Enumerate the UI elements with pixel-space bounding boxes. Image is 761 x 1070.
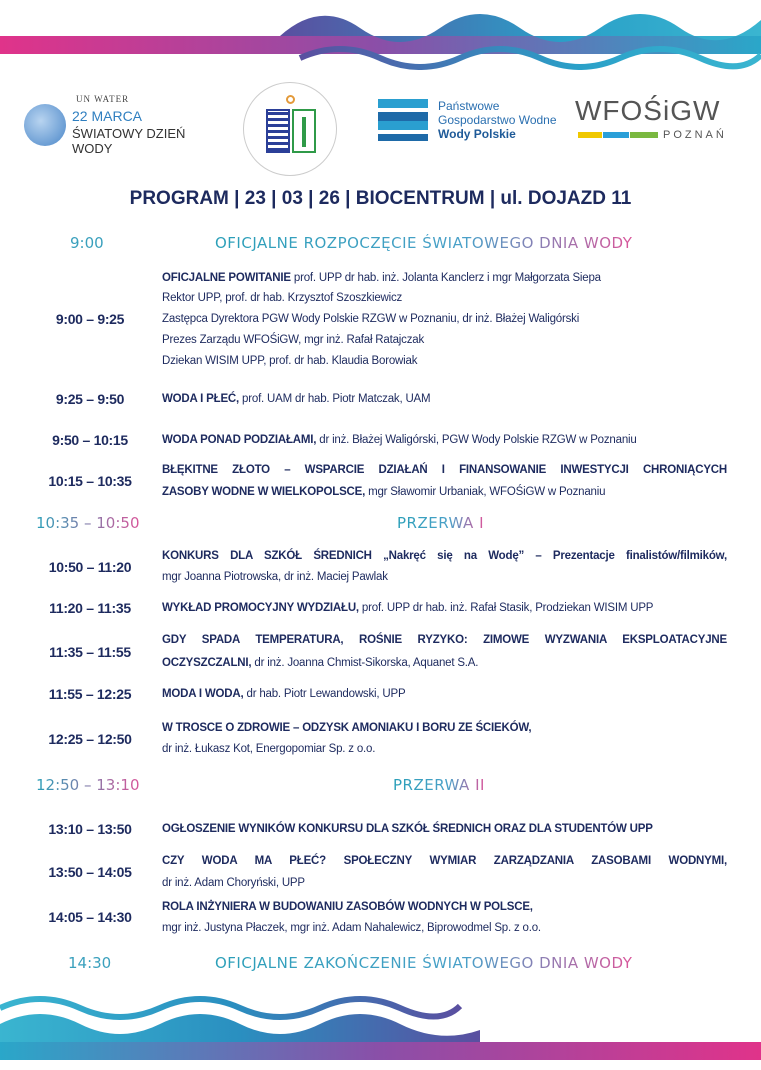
session-time: 13:10 – 13:50 xyxy=(48,821,132,837)
session-time: 9:25 – 9:50 xyxy=(55,391,125,407)
break-label: PRZERWA II xyxy=(393,776,485,794)
session-title: MODA I WODA, xyxy=(162,688,244,700)
session-title: CZY WODA MA PŁEĆ? SPOŁECZNY WYMIAR ZARZĄDZANIA ZASOBAMI WODNYMI, xyxy=(162,855,727,867)
wfosigw-logo xyxy=(575,95,740,145)
session-title: WODA I PŁEĆ, xyxy=(162,393,240,405)
session-line xyxy=(162,634,727,646)
pgw-line2: Gospodarstwo Wodne xyxy=(438,113,557,127)
session-line xyxy=(162,722,531,734)
session-speakers: dr hab. Piotr Lewandowski, UPP xyxy=(243,688,406,700)
session-time: 13:50 – 14:05 xyxy=(48,864,132,880)
session-line xyxy=(162,602,653,614)
session-speakers: prof. UPP dr hab. inż. Jolanta Kanclerz i mgr Małgorzata Siepa xyxy=(290,272,601,284)
session-line xyxy=(162,355,417,367)
pgw-line3: Wody Polskie xyxy=(438,127,516,141)
session-speakers: Rektor UPP, prof. dr hab. Krzysztof Szoszkiewicz xyxy=(162,292,403,304)
top-wave-decoration xyxy=(0,0,761,70)
closing-time: 14:30 xyxy=(68,954,112,972)
break-label: PRZERWA I xyxy=(397,514,484,532)
session-title: OCZYSZCZALNI, xyxy=(162,657,252,669)
unwater-date: 22 MARCA xyxy=(72,108,143,124)
globe-icon xyxy=(24,104,66,146)
session-line xyxy=(162,688,405,700)
session-line xyxy=(162,877,305,889)
session-title: GDY SPADA TEMPERATURA, ROŚNIE RYZYKO: ZIMOWE WYZWANIA EKSPLOATACYJNE xyxy=(162,634,727,646)
bottom-wave-decoration xyxy=(0,990,761,1070)
session-line xyxy=(162,486,605,498)
session-line xyxy=(162,922,541,934)
session-line xyxy=(162,434,637,446)
session-speakers: prof. UAM dr hab. Piotr Matczak, UAM xyxy=(239,393,431,405)
session-time: 10:15 – 10:35 xyxy=(48,473,132,489)
session-speakers: mgr inż. Justyna Płaczek, mgr inż. Adam Nahalewicz, Biprowodmel Sp. z o.o. xyxy=(162,922,541,934)
session-time: 10:50 – 11:20 xyxy=(48,559,132,575)
session-line xyxy=(162,571,388,583)
unwater-brand: UN WATER xyxy=(76,94,130,104)
unwater-logo xyxy=(24,90,224,156)
closing-heading: OFICJALNE ZAKOŃCZENIE ŚWIATOWEGO DNIA WODY xyxy=(215,954,633,972)
session-time: 14:05 – 14:30 xyxy=(48,909,132,925)
session-title: W TROSCE O ZDROWIE – ODZYSK AMONIAKU I BORU ZE ŚCIEKÓW, xyxy=(162,722,532,734)
session-line xyxy=(162,657,478,669)
session-title: WODA PONAD PODZIAŁAMI, xyxy=(162,434,317,446)
session-speakers: dr inż. Adam Choryński, UPP xyxy=(162,877,305,889)
session-line xyxy=(162,334,424,346)
session-speakers: dr inż. Joanna Chmist-Sikorska, Aquanet S.A. xyxy=(251,657,479,669)
session-speakers: mgr Sławomir Urbaniak, WFOŚiGW w Poznaniu xyxy=(365,486,606,498)
pgw-wody-polskie-logo xyxy=(378,97,568,145)
session-title: OFICJALNE POWITANIE xyxy=(162,272,291,284)
session-time: 12:25 – 12:50 xyxy=(48,731,132,747)
session-line xyxy=(162,292,402,304)
session-line xyxy=(162,464,727,476)
break-time: 10:35 – 10:50 xyxy=(36,514,140,532)
session-title: ZASOBY WODNE W WIELKOPOLSCE, xyxy=(162,486,366,498)
session-title: ROLA INŻYNIERA W BUDOWANIU ZASOBÓW WODNYCH W POLSCE, xyxy=(162,901,533,913)
session-line xyxy=(162,272,601,284)
program-title: PROGRAM | 23 | 03 | 26 | BIOCENTRUM | ul. DOJAZD 11 xyxy=(129,188,632,209)
session-time: 11:35 – 11:55 xyxy=(49,644,131,660)
session-line xyxy=(162,550,727,562)
session-speakers: mgr Joanna Piotrowska, dr inż. Maciej Pawlak xyxy=(162,571,388,583)
session-speakers: Zastępca Dyrektora PGW Wody Polskie RZGW w Poznaniu, dr inż. Błażej Waligórski xyxy=(162,313,580,325)
upp-faculty-seal xyxy=(243,82,337,176)
session-speakers: Prezes Zarządu WFOŚiGW, mgr inż. Rafał Ratajczak xyxy=(162,334,424,346)
session-line xyxy=(162,393,430,405)
unwater-event: ŚWIATOWY DZIEŃ WODY xyxy=(72,126,186,156)
session-title: BŁĘKITNE ZŁOTO – WSPARCIE DZIAŁAŃ I FINANSOWANIE INWESTYCJI CHRONIĄCYCH xyxy=(162,464,727,476)
wfosigw-city: POZNAŃ xyxy=(663,129,727,141)
break-time: 12:50 – 13:10 xyxy=(36,776,140,794)
pgw-line1: Państwowe xyxy=(438,99,500,113)
session-time: 9:50 – 10:15 xyxy=(52,432,128,448)
opening-heading: OFICJALNE ROZPOCZĘCIE ŚWIATOWEGO DNIA WODY xyxy=(215,234,633,252)
session-time: 11:20 – 11:35 xyxy=(49,600,131,616)
session-line xyxy=(162,855,727,867)
opening-time: 9:00 xyxy=(70,234,104,252)
session-speakers: dr inż. Błażej Waligórski, PGW Wody Polskie RZGW w Poznaniu xyxy=(316,434,637,446)
session-speakers: prof. UPP dr hab. inż. Rafał Stasik, Prodziekan WISIM UPP xyxy=(358,602,654,614)
session-line xyxy=(162,313,579,325)
session-line xyxy=(162,823,653,835)
session-line xyxy=(162,743,375,755)
session-speakers: dr inż. Łukasz Kot, Energopomiar Sp. z o.o. xyxy=(162,743,376,755)
session-title: WYKŁAD PROMOCYJNY WYDZIAŁU, xyxy=(162,602,359,614)
session-speakers: Dziekan WISIM UPP, prof. dr hab. Klaudia Borowiak xyxy=(162,355,418,367)
session-line xyxy=(162,901,533,913)
session-time: 11:55 – 12:25 xyxy=(48,686,132,702)
session-title: OGŁOSZENIE WYNIKÓW KONKURSU DLA SZKÓŁ ŚREDNICH ORAZ DLA STUDENTÓW UPP xyxy=(162,823,653,835)
session-time: 9:00 – 9:25 xyxy=(55,311,125,327)
wfosigw-name: WFOŚiGW xyxy=(575,95,721,126)
session-title: KONKURS DLA SZKÓŁ ŚREDNICH „Nakręć się na Wodę” – Prezentacje finalistów/filmików, xyxy=(162,550,727,562)
